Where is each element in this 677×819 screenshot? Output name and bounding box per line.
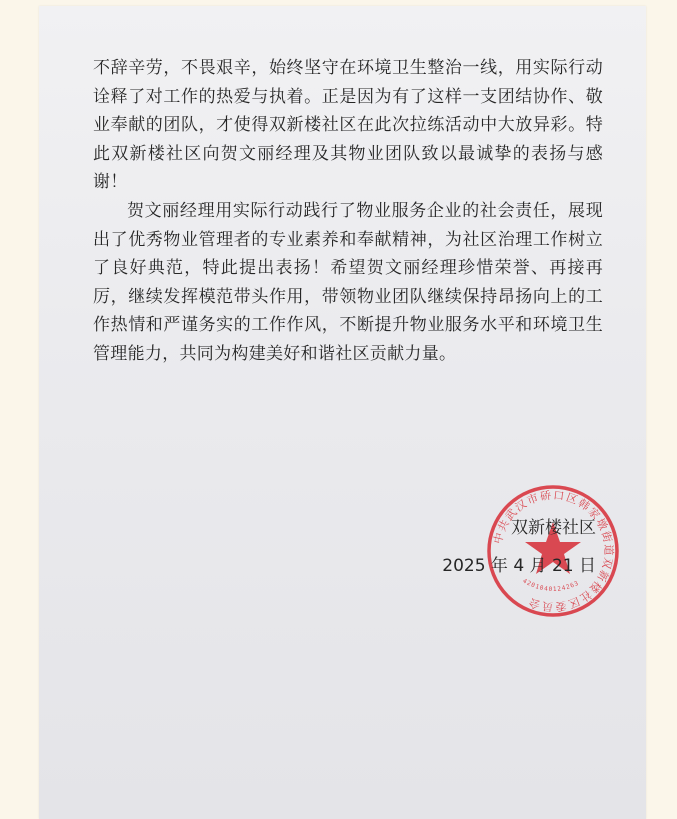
paragraph-2: 贺文丽经理用实际行动践行了物业服务企业的社会责任，展现出了优秀物业管理者的专业素养和奉献精神，为社区治理工作树立了良好典范，特此提出表扬！希望贺文丽经理珍惜荣誉、再接再厉，继续发挥模范带头作用，带领物业团队继续保持昂扬向上的工作热情和严谨务实的工作作风，不断提升物业服务水平和环境卫生管理能力，共同为构建美好和谐社区贡献力量。 [93, 200, 603, 364]
signature-block [442, 509, 596, 585]
letter-page [39, 6, 646, 819]
seal-serial: 4201040124263 [521, 577, 581, 594]
letter-body [93, 54, 603, 369]
signature-date: 2025 年 4 月 21 日 [442, 556, 596, 576]
signature-organization: 双新楼社区 [511, 518, 596, 538]
paragraph-1: 不辞辛劳，不畏艰辛，始终坚守在环境卫生整治一线，用实际行动诠释了对工作的热爱与执着。正是因为有了这样一支团结协作、敬业奉献的团队，才使得双新楼社区在此次拉练活动中大放异彩。特此双新楼社区向贺文丽经理及其物业团队致以最诚挚的表扬与感谢！ [93, 58, 603, 193]
seal-ring-text: 中共武汉市硚口区韩家墩街道双新楼社区委员会 [491, 488, 616, 614]
